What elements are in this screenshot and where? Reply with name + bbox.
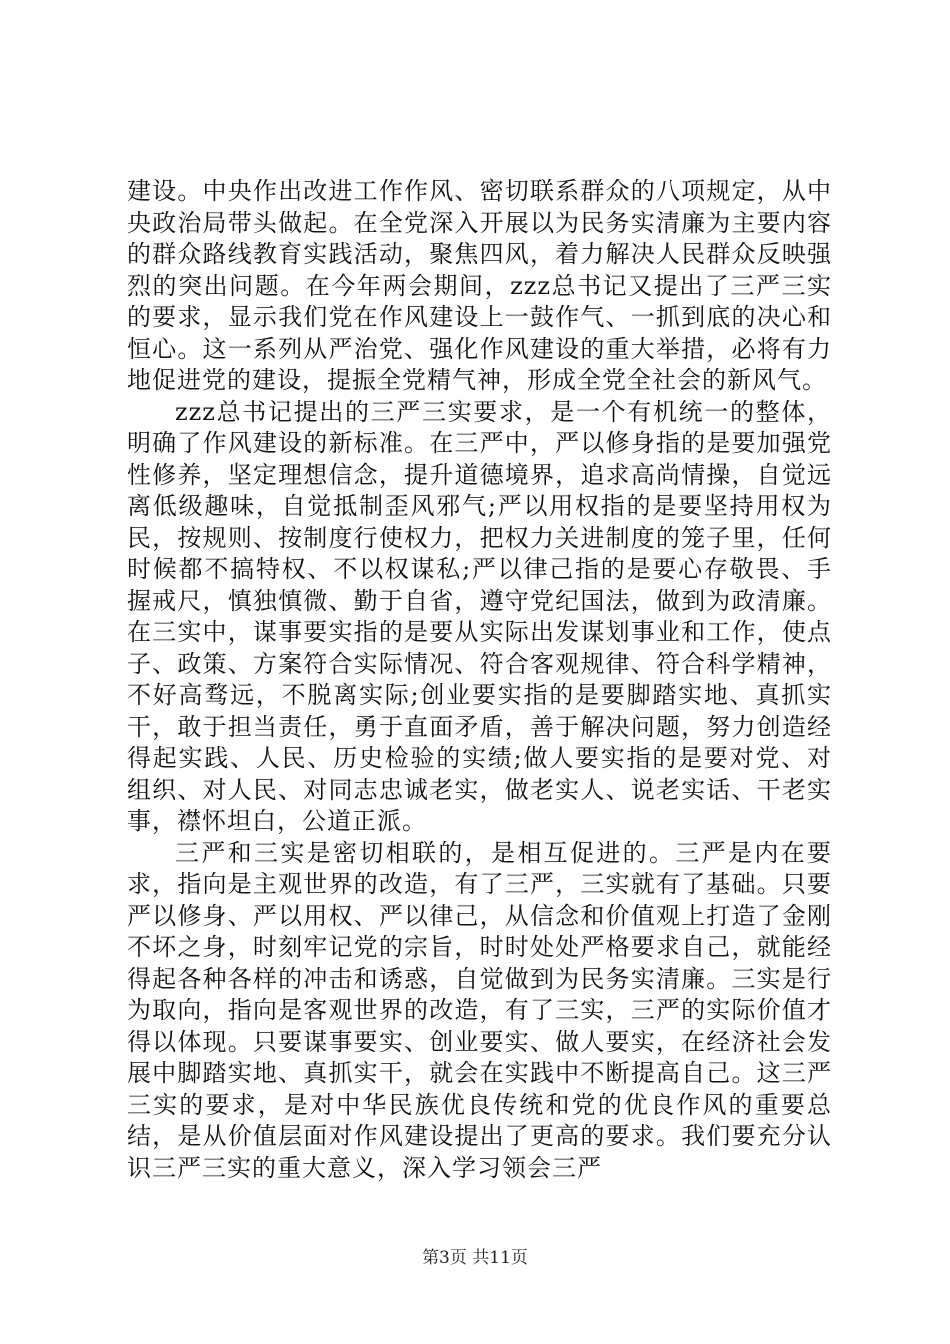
document-body [127,176,832,1184]
paragraph-1: 建设。中央作出改进工作作风、密切联系群众的八项规定，从中央政治局带头做起。在全党深入开展以为民务实清廉为主要内容的群众路线教育实践活动，聚焦四风，着力解决人民群众反映强烈的突出问题。在今年两会期间，zzz总书记又提出了三严三实的要求，显示我们党在作风建设上一鼓作气、一抓到底的决心和恒心。这一系列从严治党、强化作风建设的重大举措，必将有力地促进党的建设，提振全党精气神，形成全党全社会的新风气。 [127,177,832,394]
page-footer: 第3页 共11页 [422,1248,528,1268]
paragraph-3: 三严和三实是密切相联的，是相互促进的。三严是内在要求，指向是主观世界的改造，有了三严，三实就有了基础。只要严以修身、严以用权、严以律己，从信念和价值观上打造了金刚不坏之身，时刻牢记党的宗旨，时时处处严格要求自己，就能经得起各种各样的冲击和诱惑，自觉做到为民务实清廉。三实是行为取向，指向是客观世界的改造，有了三实，三严的实际价值才得以体现。只要谋事要实、创业要实、做人要实，在经济社会发展中脚踏实地、真抓实干，就会在实践中不断提高自己。这三严三实的要求，是对中华民族优良传统和党的优良作风的重要总结，是从价值层面对作风建设提出了更高的要求。我们要充分认识三严三实的重大意义，深入学习领会三严 [127,838,832,1182]
paragraph-2: zzz总书记提出的三严三实要求，是一个有机统一的整体，明确了作风建设的新标准。在三严中，严以修身指的是要加强党性修养，坚定理想信念，提升道德境界，追求高尚情操，自觉远离低级趣味，自觉抵制歪风邪气;严以用权指的是要坚持用权为民，按规则、按制度行使权力，把权力关进制度的笼子里，任何时候都不搞特权、不以权谋私;严以律己指的是要心存敬畏、手握戒尺，慎独慎微、勤于自省，遵守党纪国法，做到为政清廉。在三实中，谋事要实指的是要从实际出发谋划事业和工作，使点子、政策、方案符合实际情况、符合客观规律、符合科学精神，不好高骛远，不脱离实际;创业要实指的是要脚踏实地、真抓实干，敢于担当责任，勇于直面矛盾，善于解决问题，努力创造经得起实践、人民、历史检验的实绩;做人要实指的是要对党、对组织、对人民、对同志忠诚老实，做老实人、说老实话、干老实事，襟怀坦白，公道正派。 [127,397,832,835]
